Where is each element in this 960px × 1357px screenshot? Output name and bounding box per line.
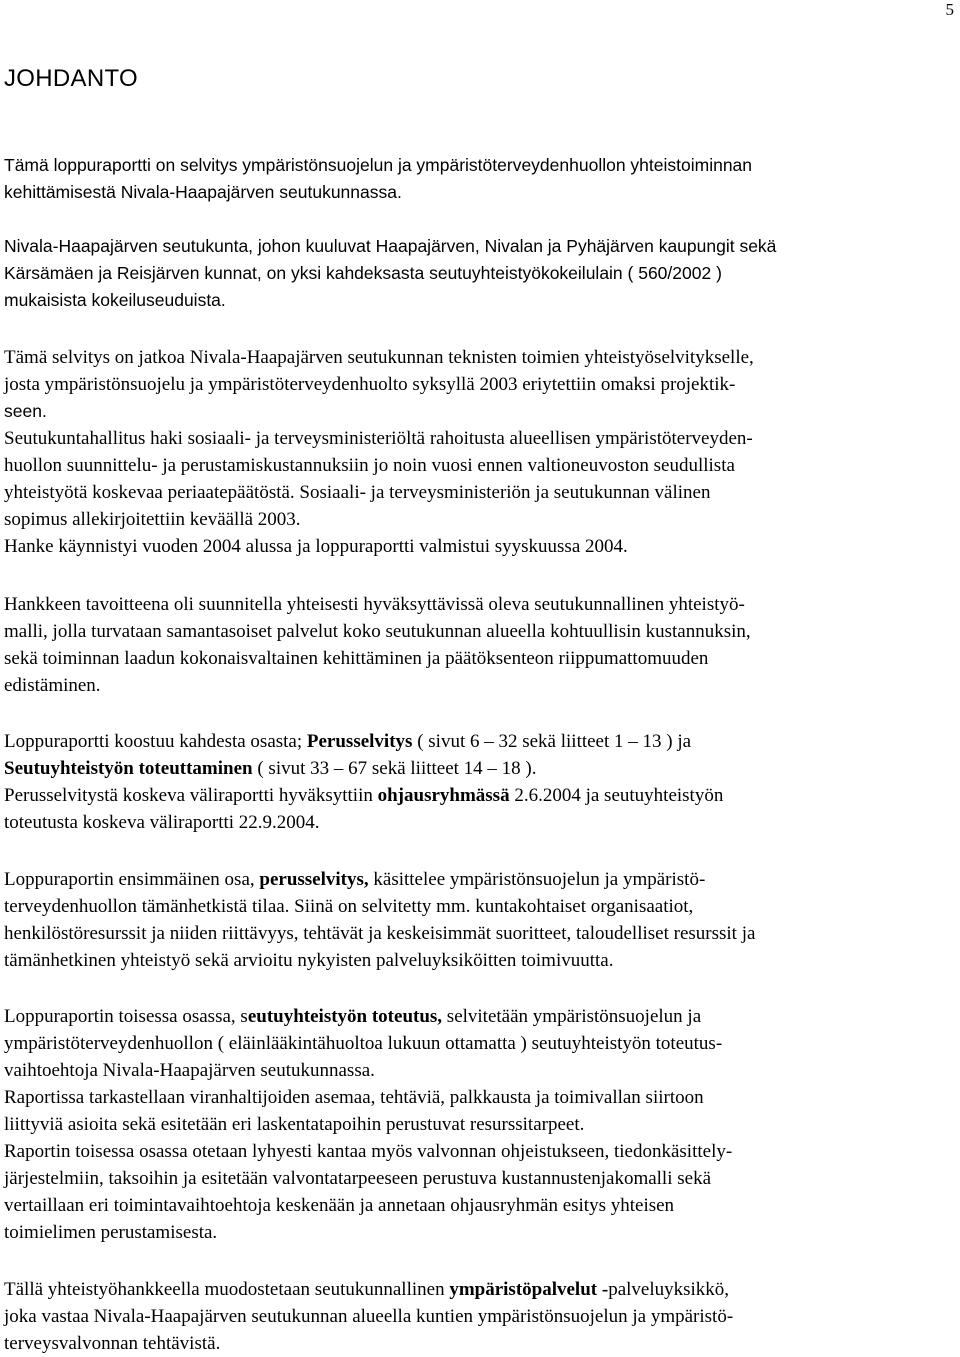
paragraph-3-line-3: seen. [4,401,47,421]
paragraph-4-line-1: Seutukuntahallitus haki sosiaali- ja terveysministeriöltä rahoitusta alueellisen ympäristöterveyden- [4,428,753,449]
text-run: käsittelee ympäristönsuojelun ja ympäristö- [368,869,706,890]
paragraph-8-line-2: ympäristöterveydenhuollon ( eläinlääkintähuoltoa lukuun ottamatta ) seutuyhteistyön toteutus- [4,1033,723,1054]
paragraph-3-line-2: josta ympäristönsuojelu ja ympäristöterveydenhuolto syksyllä 2003 eriytettiin omaksi projektik- [4,374,736,395]
text-run: ( sivut 6 – 32 sekä liitteet 1 – 13 ) ja [412,731,692,752]
text-run: selvitetään ympäristönsuojelun ja [442,1006,702,1027]
bold-term-seutuyhteistyon-toteutus: eutuyhteistyön toteutus, [247,1006,443,1027]
paragraph-8-line-1 [4,1003,701,1030]
paragraph-2-line-3: mukaisista kokeiluseuduista. [4,290,226,310]
paragraph-4-line-3: yhteistyötä koskevaa periaatepäätöstä. Sosiaali- ja terveysministeriön ja seutukunnan välinen [4,482,711,503]
bold-term-perusselvitys: Perusselvitys [306,731,413,752]
bold-term-seutuyhteistyon-toteuttaminen: Seutuyhteistyön toteuttaminen [4,758,253,779]
paragraph-4-line-2: huollon suunnittelu- ja perustamiskustannuksiin jo noin vuosi ennen valtioneuvoston seudullista [4,455,735,476]
text-run: ( sivut 33 – 67 sekä liitteet 14 – 18 ). [252,758,537,779]
paragraph-9-line-1 [4,1276,729,1303]
paragraph-9-line-2: joka vastaa Nivala-Haapajärven seutukunnan alueella kuntien ympäristönsuojelun ja ympäristö- [4,1306,734,1327]
text-run: Loppuraportin toisessa osassa, s [4,1006,248,1027]
paragraph-4-line-4: sopimus allekirjoitettiin keväällä 2003. [4,509,301,530]
paragraph-8-line-8: vertaillaan eri toimintavaihtoehtoja keskenään ja annetaan ohjausryhmän esitys yhteisen [4,1195,675,1216]
paragraph-4-line-5: Hanke käynnistyi vuoden 2004 alussa ja loppuraportti valmistui syyskuussa 2004. [4,536,628,557]
paragraph-1-line-2: kehittämisestä Nivala-Haapajärven seutukunnassa. [4,182,402,202]
text-run: palveluyksikkö, [608,1279,730,1300]
paragraph-2-line-2: Kärsämäen ja Reisjärven kunnat, on yksi kahdeksasta seutuyhteistyökokeilulain ( 560/2002 ) [4,263,722,283]
paragraph-6-line-1 [4,728,691,755]
paragraph-6-line-2 [4,755,537,782]
paragraph-6-line-4: toteutusta koskeva väliraportti 22.9.2004. [4,812,320,833]
bold-term-perusselvitys: perusselvitys, [259,869,369,890]
bold-term-ymparistopalvelut: ympäristöpalvelut - [449,1279,609,1300]
text-run: Tällä yhteistyöhankkeella muodostetaan seutukunnallinen [4,1279,450,1300]
paragraph-2-line-1: Nivala-Haapajärven seutukunta, johon kuuluvat Haapajärven, Nivalan ja Pyhäjärven kaupungit sekä [4,236,777,256]
paragraph-1-line-1: Tämä loppuraportti on selvitys ympäristönsuojelun ja ympäristöterveydenhuollon yhteistoiminnan [4,155,753,175]
paragraph-5-line-3: sekä toiminnan laadun kokonaisvaltainen kehittäminen ja päätöksenteon riippumattomuuden [4,648,709,669]
text-run: Loppuraportti koostuu kahdesta osasta; [4,731,307,752]
paragraph-7-line-2: terveydenhuollon tämänhetkistä tilaa. Siinä on selvitetty mm. kuntakohtaiset organisaatiot, [4,896,694,917]
paragraph-3-line-1: Tämä selvitys on jatkoa Nivala-Haapajärven seutukunnan teknisten toimien yhteistyöselvitykselle, [4,347,754,368]
page-number: 5 [945,0,954,19]
page-title: JOHDANTO [4,65,138,92]
paragraph-5-line-1: Hankkeen tavoitteena oli suunnitella yhteisesti hyväksyttävissä oleva seutukunnallinen yhteistyö- [4,594,745,615]
paragraph-8-line-7: järjestelmiin, taksoihin ja esitetään valvontatarpeeseen perustuva kustannustenjakomalli sekä [4,1168,711,1189]
paragraph-7-line-3: henkilöstöresurssit ja niiden riittävyys, tehtävät ja keskeisimmät suoritteet, taloudelliset resurssit ja [4,923,756,944]
paragraph-8-line-5: liittyviä asioita sekä esitetään eri laskentatapoihin perustuvat resurssitarpeet. [4,1114,585,1135]
bold-term-ohjausryhmassa: ohjausryhmässä [377,785,510,806]
paragraph-8-line-9: toimielimen perustamisesta. [4,1222,218,1243]
paragraph-5-line-4: edistäminen. [4,675,101,696]
paragraph-6-line-3 [4,782,723,809]
paragraph-7-line-4: tämänhetkinen yhteistyö sekä arvioitu nykyisten palveluyksiköitten toimivuutta. [4,950,614,971]
text-run: Perusselvitystä koskeva väliraportti hyväksyttiin [4,785,378,806]
paragraph-7-line-1 [4,866,705,893]
paragraph-8-line-4: Raportissa tarkastellaan viranhaltijoiden asemaa, tehtäviä, palkkausta ja toimivallan siirtoon [4,1087,704,1108]
text-run: 2.6.2004 ja seutuyhteistyön [509,785,724,806]
paragraph-5-line-2: malli, jolla turvataan samantasoiset palvelut koko seutukunnan alueella kohtuullisin kustannuksin, [4,621,751,642]
text-run: Loppuraportin ensimmäinen osa, [4,869,260,890]
paragraph-9-line-3: terveysvalvonnan tehtävistä. [4,1333,221,1354]
paragraph-8-line-6: Raportin toisessa osassa otetaan lyhyesti kantaa myös valvonnan ohjeistukseen, tiedonkäsittely- [4,1141,733,1162]
paragraph-8-line-3: vaihtoehtoja Nivala-Haapajärven seutukunnassa. [4,1060,375,1081]
